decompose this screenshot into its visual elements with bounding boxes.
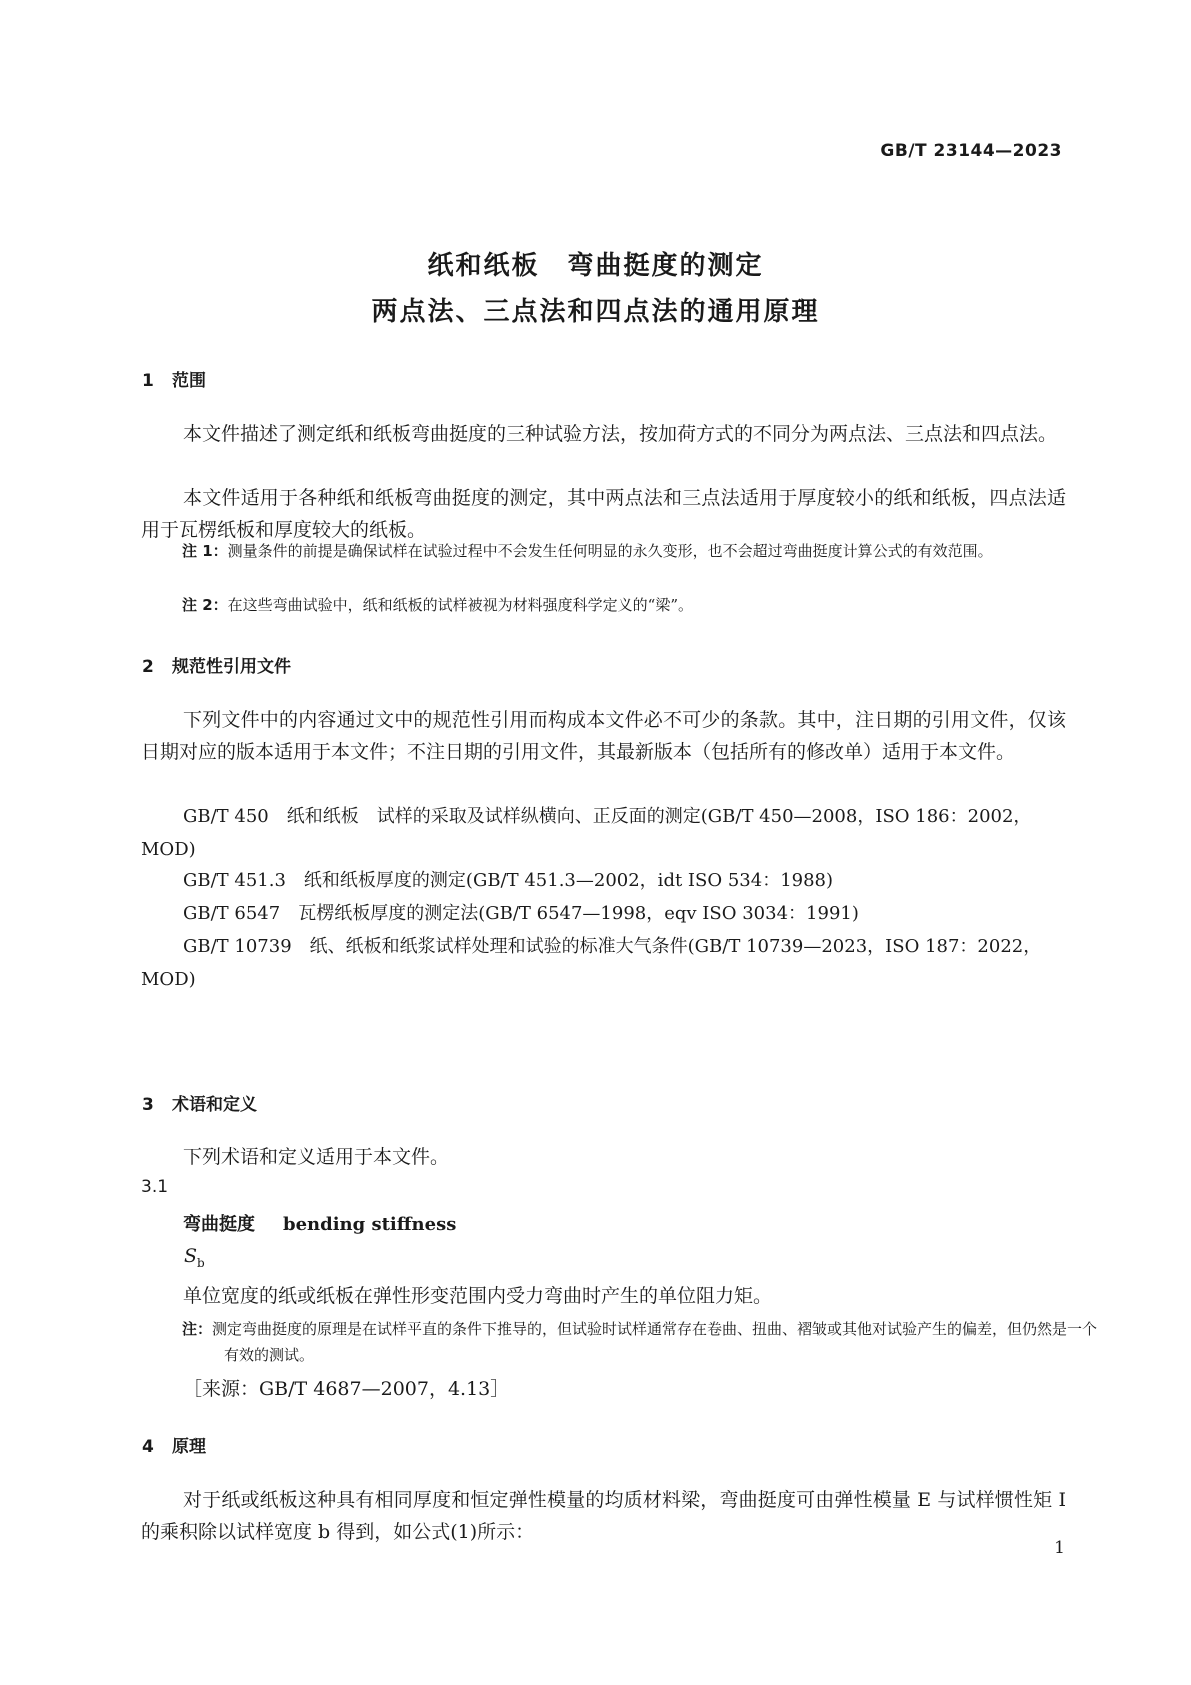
document-title-line2: 两点法、三点法和四点法的通用原理 <box>371 297 820 327</box>
standard-code: GB/T 23144—2023 <box>880 141 1062 161</box>
section-title: 术语和定义 <box>172 1095 257 1115</box>
term-chinese: 弯曲挺度 <box>183 1214 255 1235</box>
section-4-paragraph: 对于纸或纸板这种具有相同厚度和恒定弹性模量的均质材料梁，弯曲挺度可由弹性模量 E 与试样惯性矩 I 的乘积除以试样宽度 b 得到，如公式(1)所示： <box>141 1489 1066 1543</box>
reference-item: GB/T 451.3 纸和纸板厚度的测定(GB/T 451.3—2002，idt ISO 534：1988) <box>183 870 834 891</box>
section-number: 4 <box>142 1437 154 1457</box>
section-title: 范围 <box>172 371 206 391</box>
section-3-paragraph: 下列术语和定义适用于本文件。 <box>183 1146 450 1168</box>
section-1-paragraph-2: 本文件适用于各种纸和纸板弯曲挺度的测定，其中两点法和三点法适用于厚度较小的纸和纸板，四点法适用于瓦楞纸板和厚度较大的纸板。 <box>141 487 1066 541</box>
note-text: 测定弯曲挺度的原理是在试样平直的条件下推导的，但试验时试样通常存在卷曲、扭曲、褶皱或其他对试验产生的偏差，但仍然是一个有效的测试。 <box>212 1320 1098 1364</box>
term-definition: 单位宽度的纸或纸板在弹性形变范围内受力弯曲时产生的单位阻力矩。 <box>183 1285 773 1307</box>
section-4-heading <box>142 1432 206 1457</box>
term-entry <box>183 1210 456 1236</box>
section-title: 原理 <box>172 1437 206 1457</box>
reference-item: GB/T 6547 瓦楞纸板厚度的测定法(GB/T 6547—1998，eqv ISO 3034：1991) <box>183 903 859 924</box>
section-1-note-2 <box>182 592 1108 618</box>
document-title-line1: 纸和纸板 弯曲挺度的测定 <box>427 251 764 281</box>
reference-item: GB/T 450 纸和纸板 试样的采取及试样纵横向、正反面的测定(GB/T 450—2008，ISO 186：2002，MOD) <box>141 806 1032 860</box>
symbol-subscript: b <box>197 1255 205 1270</box>
section-1-note-1 <box>182 538 1108 564</box>
section-1-heading <box>142 366 206 391</box>
note-label: 注 2： <box>182 596 228 614</box>
section-number: 2 <box>142 657 154 677</box>
term-note <box>182 1316 1108 1368</box>
section-1-paragraph-1: 本文件描述了测定纸和纸板弯曲挺度的三种试验方法，按加荷方式的不同分为两点法、三点法和四点法。 <box>183 423 1058 445</box>
reference-item: GB/T 10739 纸、纸板和纸浆试样处理和试验的标准大气条件(GB/T 10739—2023，ISO 187：2022，MOD) <box>141 936 1042 990</box>
subclause-number: 3.1 <box>141 1177 169 1197</box>
term-symbol <box>184 1245 205 1270</box>
page-number: 1 <box>1054 1538 1065 1558</box>
section-2-paragraph: 下列文件中的内容通过文中的规范性引用而构成本文件必不可少的条款。其中，注日期的引用文件，仅该日期对应的版本适用于本文件；不注日期的引用文件，其最新版本（包括所有的修改单）适用于本文件。 <box>141 709 1066 763</box>
term-english: bending stiffness <box>283 1214 457 1235</box>
note-text: 测量条件的前提是确保试样在试验过程中不会发生任何明显的永久变形，也不会超过弯曲挺度计算公式的有效范围。 <box>227 542 993 560</box>
section-title: 规范性引用文件 <box>172 657 291 677</box>
section-3-heading <box>142 1090 257 1115</box>
symbol-letter: S <box>184 1245 198 1267</box>
section-number: 1 <box>142 371 154 391</box>
note-label: 注： <box>182 1320 213 1338</box>
section-number: 3 <box>142 1095 154 1115</box>
note-text: 在这些弯曲试验中，纸和纸板的试样被视为材料强度科学定义的“梁”。 <box>227 596 694 614</box>
note-label: 注 1： <box>182 542 228 560</box>
section-2-heading <box>142 652 291 677</box>
term-source: ［来源：GB/T 4687—2007，4.13］ <box>183 1378 510 1400</box>
